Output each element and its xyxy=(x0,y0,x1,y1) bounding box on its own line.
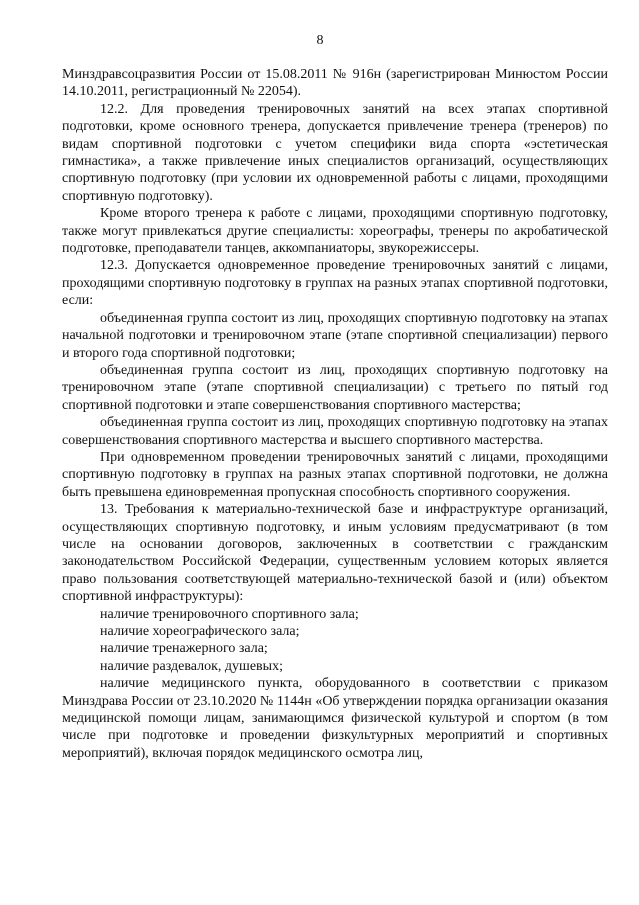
paragraph-2: 12.2. Для проведения тренировочных занятий на всех этапах спортивной подготовки, кроме основного тренера, допускается привлечение тренера (тренеров) по видам спортивной подготовки с учетом специфики вида спорта «эстетическая гимнастика», а также привлечение иных специалистов организаций, осуществляющих спортивную подготовку (при условии их одновременной работы с лицами, проходящими спортивную подготовку). xyxy=(62,101,608,204)
paragraph-7: объединенная группа состоит из лиц, проходящих спортивную подготовку на этапах совершенствования спортивного мастерства и высшего спортивного мастерства. xyxy=(62,415,608,448)
paragraph-9: 13. Требования к материально-технической базе и инфраструктуре организаций, осуществляющих спортивную подготовку, и иным условиям предусматривают (в том числе на основании договоров, заключенных в соответствии с гражданским законодательством Российской Федерации, существенным условием которых является право пользования соответствующей материально-технической базой и (или) объектом спортивной инфраструктуры): xyxy=(62,502,608,605)
paragraph-1: Минздравсоцразвития России от 15.08.2011 № 916н (зарегистрирован Минюстом России 14.10.2011, регистрационный № 22054). xyxy=(62,67,608,100)
paragraph-12: наличие тренажерного зала; xyxy=(100,641,268,657)
paragraph-13: наличие раздевалок, душевых; xyxy=(100,658,283,674)
paragraph-11: наличие хореографического зала; xyxy=(100,624,300,639)
page-number: 8 xyxy=(316,33,324,48)
paragraph-6: объединенная группа состоит из лиц, проходящих спортивную подготовку на тренировочном этапе (этапе спортивной специализации) с третьего по пятый год спортивной подготовки и этапе совершенствования спортивного мастерства; xyxy=(62,362,608,413)
paragraph-8: При одновременном проведении тренировочных занятий с лицами, проходящими спортивную подготовку в группах на разных этапах спортивной подготовки, не должна быть превышена единовременная пропускная способность спортивного сооружения. xyxy=(62,449,608,500)
paragraph-14: наличие медицинского пункта, оборудованного в соответствии с приказом Минздрава России от 23.10.2020 № 1144н «Об утверждении порядка организации оказания медицинской помощи лицам, занимающимся физической культурой и спортом (в том числе при подготовке и проведении физкультурных мероприятий и спортивных мероприятий), включая порядок медицинского осмотра лиц, xyxy=(62,676,608,761)
paragraph-4: 12.3. Допускается одновременное проведение тренировочных занятий с лицами, проходящими спортивную подготовку в группах на разных этапах спортивной подготовки, если: xyxy=(62,258,608,309)
paragraph-3: Кроме второго тренера к работе с лицами, проходящими спортивную подготовку, также могут привлекаться другие специалисты: хореографы, тренеры по акробатической подготовке, преподаватели танцев, аккомпаниаторы, звукорежиссеры. xyxy=(62,206,608,257)
paragraph-10: наличие тренировочного спортивного зала; xyxy=(100,606,359,622)
document-body xyxy=(62,66,608,762)
paragraph-5: объединенная группа состоит из лиц, проходящих спортивную подготовку на этапах начальной подготовки и тренировочном этапе (этапе спортивной специализации) первого и второго года спортивной подготовки; xyxy=(62,310,608,361)
